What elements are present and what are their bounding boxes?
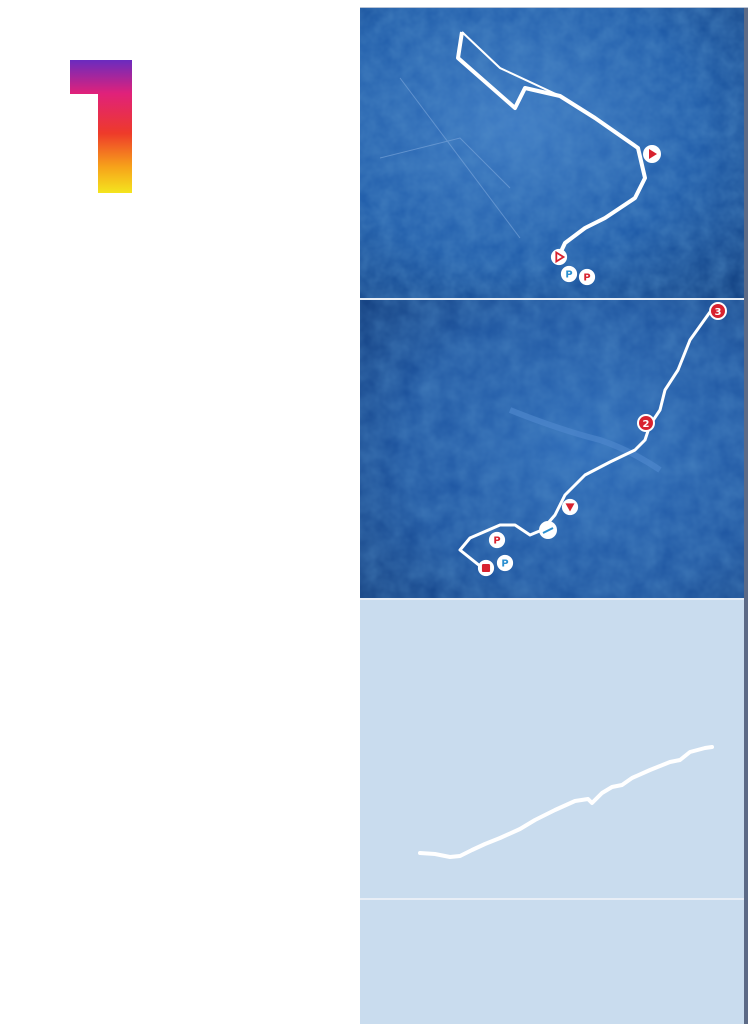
stage-info-column xyxy=(0,0,358,1024)
km-2-marker-icon xyxy=(636,413,656,433)
real-start-marker-icon xyxy=(642,144,662,164)
legend-panel xyxy=(360,900,744,1024)
last-km-marker-icon xyxy=(561,498,579,516)
profile-panel xyxy=(360,600,744,898)
svg-text:P: P xyxy=(493,535,501,547)
svg-text:3: 3 xyxy=(714,307,722,318)
svg-text:2: 2 xyxy=(642,419,650,430)
svg-text:P: P xyxy=(501,558,509,570)
maps-column xyxy=(360,8,744,1024)
top-border xyxy=(360,0,748,8)
svg-text:P: P xyxy=(583,272,591,284)
page-edge xyxy=(744,8,748,1024)
finish-marker-icon xyxy=(477,559,495,577)
km-3-marker-icon xyxy=(708,301,728,321)
finish-map xyxy=(360,300,744,598)
symbolic-start-marker-icon xyxy=(550,248,568,266)
elevation-profile-chart xyxy=(360,600,744,898)
stage-number-graphic xyxy=(70,60,132,193)
detour-marker-icon xyxy=(538,520,558,540)
parking-general-marker-icon xyxy=(488,531,506,549)
svg-text:P: P xyxy=(565,269,573,281)
parking-support-marker-icon xyxy=(496,554,514,572)
parking-support-marker-icon xyxy=(560,265,578,283)
parking-general-marker-icon xyxy=(578,268,596,286)
elevation-line xyxy=(420,747,712,857)
